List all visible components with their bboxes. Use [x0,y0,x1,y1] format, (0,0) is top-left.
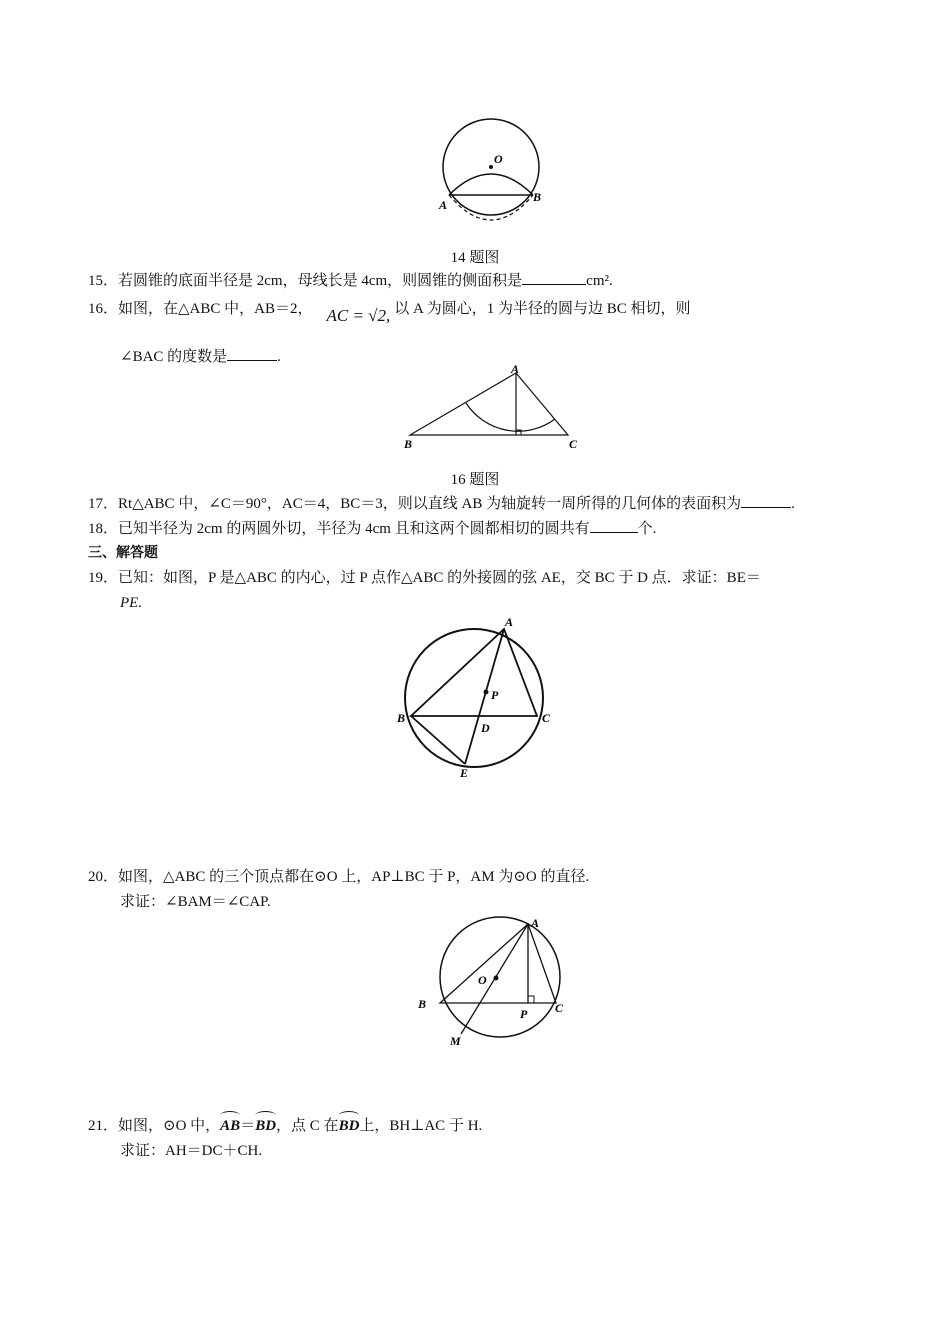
q21-arc-symbol-2 [255,1111,276,1120]
q18-answer-blank[interactable] [590,518,638,533]
question-17 [88,493,795,514]
q15-answer-blank[interactable] [522,270,586,285]
fig20-label-p: P [520,1007,528,1021]
question-20 [88,867,589,887]
fig19-triangle [411,629,537,716]
q21-number: 21． [88,1118,119,1134]
q16-number: 16． [88,301,119,317]
q17-answer-blank[interactable] [741,493,791,508]
fig19-label-a: A [505,615,514,629]
q21-text1c: 上，BH⊥AC 于 H. [359,1118,483,1134]
q21-arc-symbol-3 [339,1111,360,1120]
section-heading: 三、解答题 [88,545,158,561]
fig20-label-a: A [531,916,540,930]
fig19-label-p: P [491,688,499,702]
q16-answer-blank[interactable] [227,346,277,361]
fig20-circle [440,917,560,1037]
fig19-label-e: E [460,766,469,780]
fig16-caption: 16 题图 [450,472,500,488]
figure-20 [410,912,580,1052]
q18-number: 18． [88,521,119,537]
fig14-label-o: O [494,152,503,166]
fig19-label-d: D [481,721,490,735]
q21-eq: ＝ [240,1118,256,1134]
q21-text1b: ，点 C 在 [276,1118,339,1134]
q20-text1: 如图，△ABC 的三个顶点都在⊙O 上，AP⊥BC 于 P，AM 为⊙O 的直径. [118,869,590,885]
q16-text3: ∠BAC 的度数是 [120,349,228,365]
fig16-arc [466,403,555,431]
fig14-label-a: A [439,198,448,212]
figure-14 [430,115,550,225]
question-21 [88,1116,482,1136]
fig20-label-c: C [555,1001,564,1015]
q16-text1: 如图，在△ABC 中，AB＝2， [118,301,313,317]
fig14-center-dot [489,165,493,169]
q20-text2: 求证：∠BAM＝∠CAP. [120,894,271,910]
q15-number: 15． [88,273,119,289]
q15-unit: cm². [586,273,613,289]
q16-formula: AC = √2, [326,306,391,325]
fig16-label-b: B [404,437,413,451]
q21-arc-symbol-1 [220,1111,240,1120]
q16-text2: 以 A 为圆心，1 为半径的圆与边 BC 相切，则 [394,301,691,317]
q19-text1: 已知：如图，P 是△ABC 的内心，过 P 点作△ABC 的外接圆的弦 AE，交 BC 于 D 点．求证：BE＝ [118,570,761,586]
q17-end: . [791,496,795,512]
q21-arc1: AB [220,1118,241,1134]
question-15 [88,270,613,291]
fig20-label-b: B [418,997,427,1011]
question-19 [88,568,761,588]
q17-number: 17． [88,496,119,512]
question-16-line2 [120,346,281,367]
fig20-label-m: M [450,1034,461,1048]
fig16-label-a: A [511,362,520,376]
q19-text2: PE. [120,595,143,611]
fig14-arc-upper [449,174,533,195]
q17-text: Rt△ABC 中，∠C＝90°，AC＝4，BC＝3，则以直线 AB 为轴旋转一周所得的几何体的表面积为 [118,496,742,512]
q21-text2: 求证：AH＝DC＋CH. [120,1143,263,1159]
question-19-line2 [120,593,142,613]
fig19-point-p [484,690,489,695]
fig14-caption: 14 题图 [450,250,500,266]
fig14-arc-dashed [449,195,533,220]
figure-19 [395,612,565,782]
fig14-label-b: B [533,190,542,204]
q18-end: 个. [637,521,657,537]
fig16-label-c: C [569,437,578,451]
fig20-label-o: O [478,973,487,987]
q16-end: . [277,349,281,365]
fig19-label-c: C [542,711,551,725]
question-18 [88,518,656,539]
fig19-label-b: B [397,711,406,725]
fig20-triangle [440,924,556,1003]
q15-text: 若圆锥的底面半径是 2cm，母线长是 4cm，则圆锥的侧面积是 [118,273,523,289]
q21-text1a: 如图，⊙O 中， [118,1118,221,1134]
fig20-center-o [494,976,499,981]
question-21-line2 [120,1141,262,1161]
q19-number: 19． [88,570,119,586]
figure-16 [400,362,590,455]
q18-text: 已知半径为 2cm 的两圆外切，半径为 4cm 且和这两个圆都相切的圆共有 [118,521,590,537]
q21-arc3: BD [338,1118,360,1134]
fig19-circle [405,629,543,767]
q20-number: 20． [88,869,119,885]
question-20-line2 [120,892,271,912]
question-16 [88,298,691,325]
fig20-right-angle [528,996,534,1003]
q21-arc2: BD [255,1118,277,1134]
